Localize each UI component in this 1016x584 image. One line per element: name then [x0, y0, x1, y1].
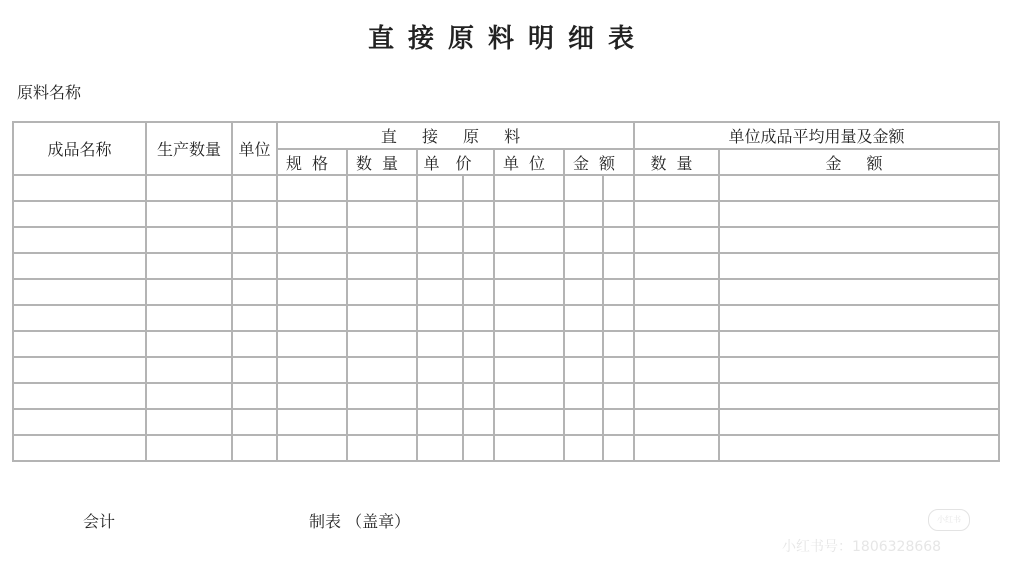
sub-unit: 单位 [494, 149, 564, 175]
table-cell[interactable] [347, 279, 417, 305]
table-cell[interactable] [634, 331, 719, 357]
table-cell[interactable] [277, 253, 347, 279]
table-cell[interactable] [277, 409, 347, 435]
table-cell[interactable] [463, 201, 494, 227]
table-cell[interactable] [417, 279, 463, 305]
table-cell[interactable] [347, 409, 417, 435]
table-row [13, 409, 999, 435]
table-cell[interactable] [232, 175, 277, 201]
table-cell[interactable] [564, 279, 603, 305]
table-cell[interactable] [719, 305, 999, 331]
table-cell[interactable] [719, 227, 999, 253]
table-cell[interactable] [564, 201, 603, 227]
table-cell[interactable] [277, 357, 347, 383]
table-cell[interactable] [564, 227, 603, 253]
table-cell[interactable] [232, 305, 277, 331]
sub-amount: 金额 [564, 149, 634, 175]
table-cell[interactable] [564, 175, 603, 201]
table-cell[interactable] [347, 201, 417, 227]
table-cell[interactable] [146, 201, 232, 227]
page-title: 直接原料明细表 [367, 24, 648, 54]
table-cell[interactable] [146, 435, 232, 461]
table-cell[interactable] [719, 201, 999, 227]
table-cell[interactable] [347, 357, 417, 383]
table-cell[interactable] [603, 409, 634, 435]
table-cell[interactable] [232, 331, 277, 357]
table-cell[interactable] [719, 279, 999, 305]
table-cell[interactable] [634, 227, 719, 253]
table-cell[interactable] [494, 435, 564, 461]
table-cell[interactable] [494, 331, 564, 357]
table-cell[interactable] [463, 253, 494, 279]
table-cell[interactable] [603, 227, 634, 253]
table-row [13, 227, 999, 253]
table-cell[interactable] [564, 409, 603, 435]
table-cell[interactable] [232, 279, 277, 305]
table-cell[interactable] [146, 279, 232, 305]
table-cell[interactable] [146, 253, 232, 279]
table-cell[interactable] [232, 435, 277, 461]
table-row [13, 383, 999, 409]
table-cell[interactable] [347, 227, 417, 253]
group-unit-usage: 单位成品平均用量及金额 [634, 122, 999, 149]
table-row [13, 305, 999, 331]
table-cell[interactable] [719, 383, 999, 409]
table-row [13, 435, 999, 461]
table-cell[interactable] [417, 227, 463, 253]
table-cell[interactable] [564, 357, 603, 383]
table-cell[interactable] [13, 409, 146, 435]
table-cell[interactable] [494, 357, 564, 383]
table-cell[interactable] [277, 435, 347, 461]
table-cell[interactable] [463, 357, 494, 383]
table-cell[interactable] [13, 253, 146, 279]
table-cell[interactable] [277, 279, 347, 305]
watermark-id: 小红书号：1806328668 [782, 539, 942, 555]
table-cell[interactable] [277, 383, 347, 409]
table-cell[interactable] [634, 357, 719, 383]
table-cell[interactable] [13, 175, 146, 201]
table-cell[interactable] [277, 227, 347, 253]
table-cell[interactable] [232, 227, 277, 253]
table-cell[interactable] [463, 409, 494, 435]
table-row [13, 279, 999, 305]
table-cell[interactable] [634, 383, 719, 409]
table-row [13, 357, 999, 383]
table-cell[interactable] [634, 253, 719, 279]
table-cell[interactable] [277, 331, 347, 357]
table-cell[interactable] [417, 305, 463, 331]
table-cell[interactable] [719, 357, 999, 383]
table-cell[interactable] [13, 331, 146, 357]
sub-usage-amount: 金 额 [719, 149, 999, 175]
sub-spec: 规格 [277, 149, 347, 175]
prepared-by-label: 制表 （盖章） [309, 512, 411, 531]
table-cell[interactable] [719, 409, 999, 435]
table-cell[interactable] [603, 279, 634, 305]
table-cell[interactable] [347, 331, 417, 357]
material-name-label: 原料名称 [17, 83, 82, 102]
table-cell[interactable] [494, 253, 564, 279]
table-cell[interactable] [494, 227, 564, 253]
header-production-qty: 生产数量 [146, 122, 232, 175]
table-cell[interactable] [146, 409, 232, 435]
table-cell[interactable] [463, 227, 494, 253]
table-cell[interactable] [232, 253, 277, 279]
table-row [13, 331, 999, 357]
table-row [13, 175, 999, 201]
table-cell[interactable] [232, 383, 277, 409]
table-cell[interactable] [232, 201, 277, 227]
table-cell[interactable] [146, 175, 232, 201]
table-cell[interactable] [146, 357, 232, 383]
table-cell[interactable] [494, 409, 564, 435]
table-cell[interactable] [603, 357, 634, 383]
sub-unit-price: 单价 [417, 149, 494, 175]
table-cell[interactable] [232, 357, 277, 383]
table-row [13, 253, 999, 279]
table-cell[interactable] [603, 331, 634, 357]
table-cell[interactable] [634, 201, 719, 227]
header-product-name: 成品名称 [13, 122, 146, 175]
table-cell[interactable] [13, 383, 146, 409]
table-cell[interactable] [494, 383, 564, 409]
table-cell[interactable] [417, 383, 463, 409]
table-cell[interactable] [13, 279, 146, 305]
table-cell[interactable] [146, 227, 232, 253]
table-cell[interactable] [417, 435, 463, 461]
table-row [13, 201, 999, 227]
table-cell[interactable] [603, 201, 634, 227]
table-cell[interactable] [277, 201, 347, 227]
table-cell[interactable] [494, 305, 564, 331]
table-cell[interactable] [719, 175, 999, 201]
table-cell[interactable] [13, 357, 146, 383]
table-cell[interactable] [603, 383, 634, 409]
table-cell[interactable] [494, 201, 564, 227]
table-cell[interactable] [603, 175, 634, 201]
table-cell[interactable] [564, 305, 603, 331]
direct-material-table [12, 121, 1000, 462]
table-cell[interactable] [347, 253, 417, 279]
table-cell[interactable] [719, 435, 999, 461]
table-cell[interactable] [719, 253, 999, 279]
table-cell[interactable] [463, 435, 494, 461]
sub-usage-quantity: 数量 [634, 149, 719, 175]
table-cell[interactable] [634, 279, 719, 305]
table-cell[interactable] [719, 331, 999, 357]
accountant-label: 会计 [83, 512, 116, 531]
table-cell[interactable] [494, 279, 564, 305]
table-cell[interactable] [603, 253, 634, 279]
table-cell[interactable] [13, 227, 146, 253]
table-cell[interactable] [417, 201, 463, 227]
table-cell[interactable] [417, 175, 463, 201]
table-cell[interactable] [347, 175, 417, 201]
table-cell[interactable] [463, 279, 494, 305]
table-cell[interactable] [417, 253, 463, 279]
table-cell[interactable] [13, 201, 146, 227]
table-cell[interactable] [564, 253, 603, 279]
table-cell[interactable] [603, 305, 634, 331]
table-cell[interactable] [146, 383, 232, 409]
table-cell[interactable] [146, 305, 232, 331]
table-cell[interactable] [13, 305, 146, 331]
table-cell[interactable] [463, 175, 494, 201]
table-cell[interactable] [347, 435, 417, 461]
table-cell[interactable] [347, 383, 417, 409]
table-cell[interactable] [634, 435, 719, 461]
header-unit: 单位 [232, 122, 277, 175]
table-cell[interactable] [603, 435, 634, 461]
table-cell[interactable] [277, 305, 347, 331]
table-cell[interactable] [564, 331, 603, 357]
table-cell[interactable] [417, 409, 463, 435]
table-cell[interactable] [13, 435, 146, 461]
table-cell[interactable] [232, 409, 277, 435]
sub-quantity: 数量 [347, 149, 417, 175]
group-direct-material: 直 接 原 料 [277, 122, 634, 149]
table-cell[interactable] [417, 357, 463, 383]
table-cell[interactable] [146, 331, 232, 357]
table-cell[interactable] [494, 175, 564, 201]
table-cell[interactable] [634, 305, 719, 331]
table-cell[interactable] [634, 175, 719, 201]
table-cell[interactable] [277, 175, 347, 201]
table-cell[interactable] [463, 331, 494, 357]
table-cell[interactable] [463, 383, 494, 409]
table-cell[interactable] [347, 305, 417, 331]
table-cell[interactable] [463, 305, 494, 331]
watermark-logo: 小红书 [928, 509, 970, 531]
table-cell[interactable] [564, 383, 603, 409]
table-cell[interactable] [634, 409, 719, 435]
table-cell[interactable] [417, 331, 463, 357]
table-cell[interactable] [564, 435, 603, 461]
